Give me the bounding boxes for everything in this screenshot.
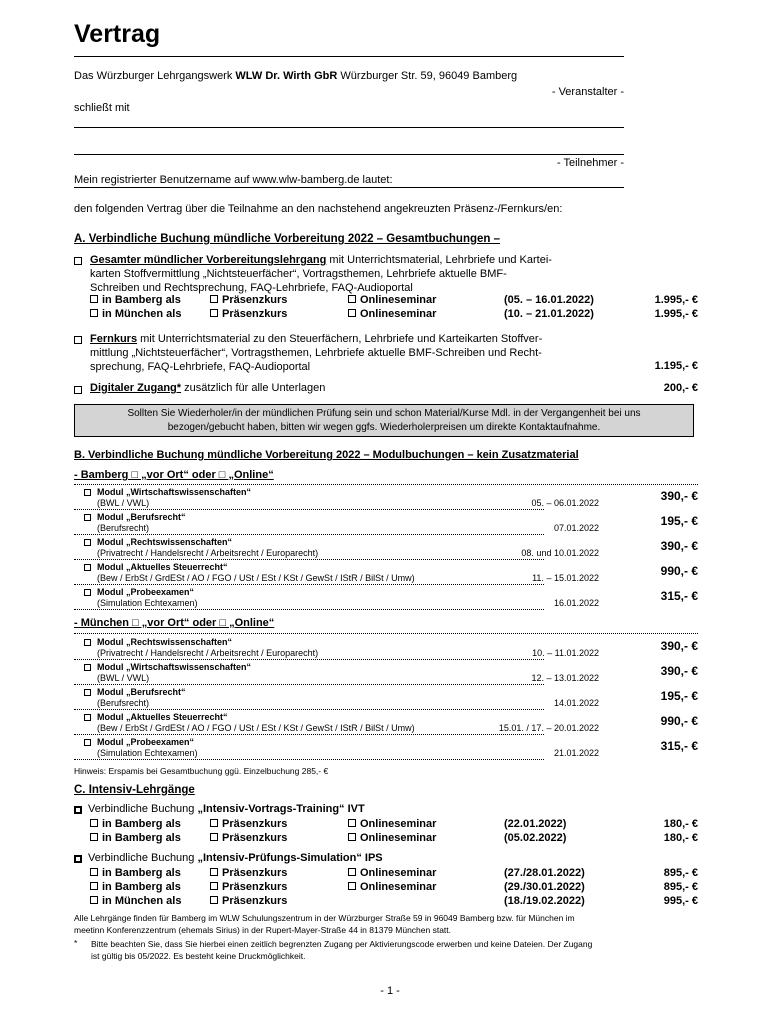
city-checkbox[interactable]: in Bamberg als bbox=[90, 881, 181, 893]
page-number: - 1 - bbox=[380, 985, 400, 997]
online-checkbox[interactable]: Onlineseminar bbox=[348, 867, 436, 879]
divider bbox=[74, 633, 698, 634]
option-price: 180,- € bbox=[663, 832, 698, 844]
fernkurs-checkbox[interactable] bbox=[74, 336, 82, 344]
page-title: Vertrag bbox=[74, 20, 161, 48]
section-b-heading: B. Verbindliche Buchung mündliche Vorbereitung 2022 – Modulbuchungen – kein Zusatzmaterial bbox=[74, 449, 579, 461]
module-name: Modul „Rechtswissenschaften“ bbox=[97, 637, 233, 647]
module-row bbox=[74, 562, 698, 586]
module-date: 10. – 11.01.2022 bbox=[532, 648, 599, 658]
gesamt-checkbox[interactable] bbox=[74, 257, 82, 265]
ivt-checkbox[interactable] bbox=[74, 806, 82, 814]
notice-line-1: Sollten Sie Wiederholer/in der mündlichen Prüfung sein und schon Material/Kurse Mdl. in der Vergangenheit bei uns bbox=[127, 408, 641, 419]
praesenz-checkbox[interactable]: Präsenzkurs bbox=[210, 294, 287, 306]
module-price: 990,- € bbox=[660, 564, 698, 578]
gesamt-line-3: Schreiben und Rechtsprechung, FAQ-Lehrbriefe, FAQ-Audioportal bbox=[90, 282, 413, 294]
fernkurs-title: Fernkurs bbox=[90, 333, 138, 345]
module-date: 12. – 13.01.2022 bbox=[531, 673, 599, 683]
module-date: 16.01.2022 bbox=[553, 598, 599, 608]
module-price: 315,- € bbox=[660, 589, 698, 603]
module-price: 390,- € bbox=[660, 489, 698, 503]
module-name: Modul „Rechtswissenschaften“ bbox=[97, 537, 233, 547]
city-checkbox[interactable]: in Bamberg als bbox=[90, 867, 181, 879]
module-date: 07.01.2022 bbox=[553, 523, 599, 533]
participant-line-1[interactable] bbox=[74, 127, 624, 128]
module-row bbox=[74, 712, 698, 736]
module-price: 195,- € bbox=[660, 689, 698, 703]
digital-text: zusätzlich für alle Unterlagen bbox=[181, 382, 326, 394]
module-row bbox=[74, 487, 698, 511]
notice-line-2: bezogen/gebucht haben, bitten wir wegen ggfs. Wiederholerpreisen um direkte Kontaktaufnahme. bbox=[167, 422, 601, 433]
module-subjects: (Privatrecht / Handelsrecht / Arbeitsrecht / Europarecht) bbox=[97, 548, 319, 558]
ivt-name: „Intensiv-Vortrags-Training“ IVT bbox=[197, 803, 365, 815]
option-date: (05.02.2022) bbox=[504, 832, 567, 844]
divider bbox=[74, 659, 544, 660]
organizer-address: Würzburger Str. 59, 96049 Bamberg bbox=[337, 70, 518, 82]
option-date: (29./30.01.2022) bbox=[504, 881, 585, 893]
module-checkbox[interactable] bbox=[84, 489, 91, 496]
online-checkbox[interactable]: Onlineseminar bbox=[348, 818, 436, 830]
option-date: (10. – 21.01.2022) bbox=[504, 308, 594, 320]
divider bbox=[74, 559, 544, 560]
module-name: Modul „Probeexamen“ bbox=[97, 737, 195, 747]
praesenz-checkbox[interactable]: Präsenzkurs bbox=[210, 832, 287, 844]
module-subjects: (Privatrecht / Handelsrecht / Arbeitsrecht / Europarecht) bbox=[97, 648, 319, 658]
module-subjects: (Bew / ErbSt / GrdESt / AO / FGO / USt / ESt / KSt / GewSt / IStR / BilSt / Umw) bbox=[97, 723, 415, 733]
bamberg-heading: - Bamberg □ „vor Ort“ oder □ „Online“ bbox=[74, 469, 274, 481]
fernkurs-line-2: mittlung „Nichtsteuerfächer“, Vortragsthemen, Lehrbriefe aktuelle BMF-Schreiben und Recht- bbox=[90, 347, 542, 359]
username-label: Mein registrierter Benutzername auf www.wlw-bamberg.de lautet: bbox=[74, 174, 393, 186]
module-price: 195,- € bbox=[660, 514, 698, 528]
gesamt-description bbox=[90, 253, 630, 295]
schliesst-mit: schließt mit bbox=[74, 102, 130, 114]
option-price: 1.995,- € bbox=[654, 294, 698, 306]
praesenz-checkbox[interactable]: Präsenzkurs bbox=[210, 895, 287, 907]
digital-title: Digitaler Zugang* bbox=[90, 382, 182, 394]
module-checkbox[interactable] bbox=[84, 664, 91, 671]
module-row bbox=[74, 637, 698, 661]
praesenz-checkbox[interactable]: Präsenzkurs bbox=[210, 308, 287, 320]
digital-checkbox[interactable] bbox=[74, 386, 82, 394]
title-rule bbox=[74, 56, 624, 57]
ivt-line bbox=[88, 803, 365, 815]
module-name: Modul „Wirtschaftswissenschaften“ bbox=[97, 487, 251, 497]
praesenz-checkbox[interactable]: Präsenzkurs bbox=[210, 881, 287, 893]
gesamt-options bbox=[90, 294, 700, 322]
participant-line-2[interactable] bbox=[74, 154, 624, 155]
module-subjects: (Berufsrecht) bbox=[97, 698, 150, 708]
gesamt-title: Gesamter mündlicher Vorbereitungslehrgang bbox=[90, 254, 327, 266]
footnote-line-2: ist gültig bis 05/2022. Es besteht keine Druckmöglichkeit. bbox=[91, 951, 306, 961]
module-price: 390,- € bbox=[660, 664, 698, 678]
divider bbox=[74, 709, 544, 710]
module-row bbox=[74, 587, 698, 611]
module-subjects: (Berufsrecht) bbox=[97, 523, 150, 533]
footnote-line-1: Bitte beachten Sie, dass Sie hierbei einen zeitlich begrenzten Zugang per Aktivierungscode erwerben und keine Dateien. Der Zugang bbox=[91, 939, 593, 949]
module-checkbox[interactable] bbox=[84, 589, 91, 596]
divider bbox=[74, 684, 544, 685]
divider bbox=[74, 759, 544, 760]
section-a-heading: A. Verbindliche Buchung mündliche Vorbereitung 2022 – Gesamtbuchungen – bbox=[74, 233, 501, 245]
repeater-notice bbox=[74, 404, 694, 437]
option-price: 1.995,- € bbox=[654, 308, 698, 320]
online-checkbox[interactable]: Onlineseminar bbox=[348, 881, 436, 893]
city-checkbox[interactable]: in München als bbox=[90, 308, 181, 320]
module-name: Modul „Aktuelles Steuerrecht“ bbox=[97, 712, 228, 722]
module-date: 21.01.2022 bbox=[553, 748, 599, 758]
module-checkbox[interactable] bbox=[84, 689, 91, 696]
module-price: 390,- € bbox=[660, 539, 698, 553]
gesamt-option-row bbox=[90, 294, 700, 308]
savings-hint: Hinweis: Erspamis bei Gesamtbuchung ggü. Einzelbuchung 285,- € bbox=[74, 766, 329, 776]
module-price: 315,- € bbox=[660, 739, 698, 753]
gesamt-line-2: karten Stoffvermittlung „Nichtsteuerfächer“, Vortragsthemen, Lehrbriefe aktuelle BMF- bbox=[90, 268, 507, 280]
module-subjects: (Bew / ErbSt / GrdESt / AO / FGO / USt / ESt / KSt / GewSt / IStR / BilSt / Umw) bbox=[97, 573, 415, 583]
course-option-row bbox=[90, 895, 700, 909]
gesamt-line-1: mit Unterrichtsmaterial, Lehrbriefe und Kartei- bbox=[326, 254, 552, 266]
option-date: (05. – 16.01.2022) bbox=[504, 294, 594, 306]
fernkurs-line-1: mit Unterrichtsmaterial zu den Steuerfächern, Lehrbriefe und Karteikarten Stoffver- bbox=[137, 333, 543, 345]
online-checkbox[interactable]: Onlineseminar bbox=[348, 308, 436, 320]
module-name: Modul „Berufsrecht“ bbox=[97, 512, 186, 522]
module-checkbox[interactable] bbox=[84, 639, 91, 646]
module-date: 08. und 10.01.2022 bbox=[521, 548, 599, 558]
module-row bbox=[74, 662, 698, 686]
organizer-pre: Das Würzburger Lehrgangswerk bbox=[74, 70, 236, 82]
ips-name: „Intensiv-Prüfungs-Simulation“ IPS bbox=[197, 852, 383, 864]
module-row bbox=[74, 737, 698, 761]
fernkurs-description bbox=[90, 332, 630, 374]
organizer-line bbox=[74, 70, 517, 82]
module-row bbox=[74, 512, 698, 536]
gesamt-option-row bbox=[90, 308, 700, 322]
module-checkbox[interactable] bbox=[84, 514, 91, 521]
module-name: Modul „Probeexamen“ bbox=[97, 587, 195, 597]
fernkurs-price: 1.195,- € bbox=[654, 360, 698, 372]
location-note bbox=[74, 912, 704, 936]
praesenz-checkbox[interactable]: Präsenzkurs bbox=[210, 867, 287, 879]
option-date: (22.01.2022) bbox=[504, 818, 567, 830]
module-checkbox[interactable] bbox=[84, 539, 91, 546]
digital-line bbox=[90, 382, 325, 394]
option-price: 895,- € bbox=[663, 867, 698, 879]
organizer-name: WLW Dr. Wirth GbR bbox=[235, 70, 338, 82]
module-subjects: (BWL / VWL) bbox=[97, 673, 150, 683]
module-date: 11. – 15.01.2022 bbox=[532, 573, 599, 583]
divider bbox=[74, 584, 544, 585]
muenchen-heading: - München □ „vor Ort“ oder □ „Online“ bbox=[74, 617, 275, 629]
module-checkbox[interactable] bbox=[84, 714, 91, 721]
fernkurs-line-3: sprechung, FAQ-Lehrbriefe, FAQ-Audioportal bbox=[90, 361, 311, 373]
option-date: (18./19.02.2022) bbox=[504, 895, 585, 907]
module-price: 990,- € bbox=[660, 714, 698, 728]
location-note-line-2: meetinn Konferenzzentrum (ehemals Sirius) in der Rupert-Mayer-Straße 44 in 81379 München statt. bbox=[74, 925, 452, 935]
module-subjects: (BWL / VWL) bbox=[97, 498, 150, 508]
section-c-heading: C. Intensiv-Lehrgänge bbox=[74, 784, 195, 796]
city-checkbox[interactable]: in Bamberg als bbox=[90, 294, 181, 306]
course-option-row bbox=[90, 818, 700, 832]
city-checkbox[interactable]: in Bamberg als bbox=[90, 818, 181, 830]
city-checkbox[interactable]: in München als bbox=[90, 895, 181, 907]
digital-price: 200,- € bbox=[663, 382, 698, 394]
course-option-row bbox=[90, 832, 700, 846]
ips-pre: Verbindliche Buchung bbox=[88, 852, 198, 864]
divider bbox=[74, 509, 544, 510]
contract-intro: den folgenden Vertrag über die Teilnahme an den nachstehend angekreuzten Präsenz-/Fernkurs/en: bbox=[74, 203, 563, 215]
option-price: 995,- € bbox=[663, 895, 698, 907]
module-date: 14.01.2022 bbox=[553, 698, 599, 708]
option-price: 180,- € bbox=[663, 818, 698, 830]
option-price: 895,- € bbox=[663, 881, 698, 893]
username-field[interactable] bbox=[74, 187, 624, 188]
footnote-star: * bbox=[74, 938, 78, 948]
online-checkbox[interactable]: Onlineseminar bbox=[348, 294, 436, 306]
ips-line bbox=[88, 852, 383, 864]
module-checkbox[interactable] bbox=[84, 739, 91, 746]
module-date: 05. – 06.01.2022 bbox=[531, 498, 599, 508]
module-row bbox=[74, 687, 698, 711]
module-name: Modul „Wirtschaftswissenschaften“ bbox=[97, 662, 251, 672]
module-price: 390,- € bbox=[660, 639, 698, 653]
divider bbox=[74, 534, 544, 535]
module-date: 15.01. / 17. – 20.01.2022 bbox=[498, 723, 599, 733]
city-checkbox[interactable]: in Bamberg als bbox=[90, 832, 181, 844]
course-option-row bbox=[90, 881, 700, 895]
divider bbox=[74, 734, 544, 735]
teilnehmer-label: - Teilnehmer - bbox=[556, 157, 624, 169]
module-checkbox[interactable] bbox=[84, 564, 91, 571]
footnote bbox=[91, 938, 703, 962]
option-date: (27./28.01.2022) bbox=[504, 867, 585, 879]
module-name: Modul „Aktuelles Steuerrecht“ bbox=[97, 562, 228, 572]
module-subjects: (Simulation Echtexamen) bbox=[97, 598, 198, 608]
module-name: Modul „Berufsrecht“ bbox=[97, 687, 186, 697]
module-row bbox=[74, 537, 698, 561]
ips-checkbox[interactable] bbox=[74, 855, 82, 863]
praesenz-checkbox[interactable]: Präsenzkurs bbox=[210, 818, 287, 830]
divider bbox=[74, 484, 698, 485]
divider bbox=[74, 609, 544, 610]
ivt-pre: Verbindliche Buchung bbox=[88, 803, 198, 815]
veranstalter-label: - Veranstalter - bbox=[551, 86, 624, 98]
location-note-line-1: Alle Lehrgänge finden für Bamberg im WLW Schulungszentrum in der Würzburger Straße 59 in 96049 Bamberg bzw. für München im bbox=[74, 913, 575, 923]
online-checkbox[interactable]: Onlineseminar bbox=[348, 832, 436, 844]
module-subjects: (Simulation Echtexamen) bbox=[97, 748, 198, 758]
course-option-row bbox=[90, 867, 700, 881]
